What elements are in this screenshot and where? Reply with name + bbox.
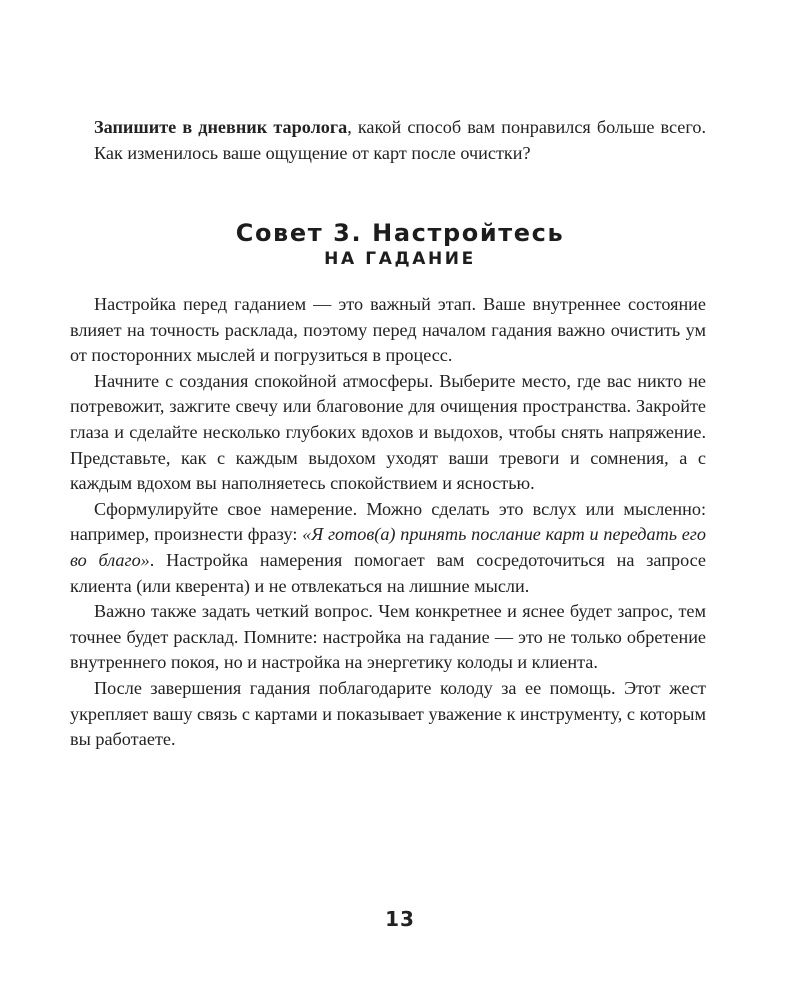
- section-heading-line-1: Совет 3. Настройтесь: [235, 219, 565, 247]
- paragraph-4: Важно также задать четкий вопрос. Чем конкретнее и яснее будет запрос, тем точнее будет расклад. Помните: настройка на гадание — это не только обретение внутреннего покоя, но и настройка на энергетику колоды и клиента.: [70, 601, 706, 673]
- paragraph-3-text-before: Сформулируйте свое намерение. Можно сделать это вслух или мысленно: например, произнести фразу:: [70, 498, 706, 545]
- section-heading-line-2: НА ГАДАНИЕ: [324, 249, 476, 269]
- page-number: 13: [385, 907, 415, 931]
- paragraph-3: [70, 497, 706, 599]
- section-body: [70, 292, 706, 753]
- intro-bold-text: Запишите в дневник таролога: [94, 117, 348, 137]
- paragraph-1: Настройка перед гаданием — это важный этап. Ваше внутреннее состояние влияет на точность расклада, поэтому перед началом гадания важно очистить ум от посторонних мыслей и погрузиться в процесс.: [70, 294, 706, 366]
- intention-quote: «Я готов(а) принять послание карт и передать его во благо»: [70, 524, 707, 570]
- paragraph-2: Начните с создания спокойной атмосферы. Выберите место, где вас никто не потревожит, зажгите свечу или благовоние для очищения пространства. Закройте глаза и сделайте несколько глубоких вдохов и выдохов, чтобы снять напряжение. Представьте, как с каждым выдохом уходят ваши тревоги и сомнения, а с каждым вдохом вы наполняетесь спокойствием и ясностью.: [70, 370, 706, 494]
- intro-paragraph: [94, 115, 706, 166]
- paragraph-3-text-after: . Настройка намерения помогает вам сосредоточиться на запросе клиента (или кверента) и не отвлекаться на лишние мысли.: [70, 549, 706, 596]
- intro-text: , какой способ вам понравился больше всего. Как изменилось ваше ощущение от карт после очистки?: [94, 117, 706, 163]
- paragraph-5: После завершения гадания поблагодарите колоду за ее помощь. Этот жест укрепляет вашу связь с картами и показывает уважение к инструменту, с которым вы работаете.: [70, 677, 706, 750]
